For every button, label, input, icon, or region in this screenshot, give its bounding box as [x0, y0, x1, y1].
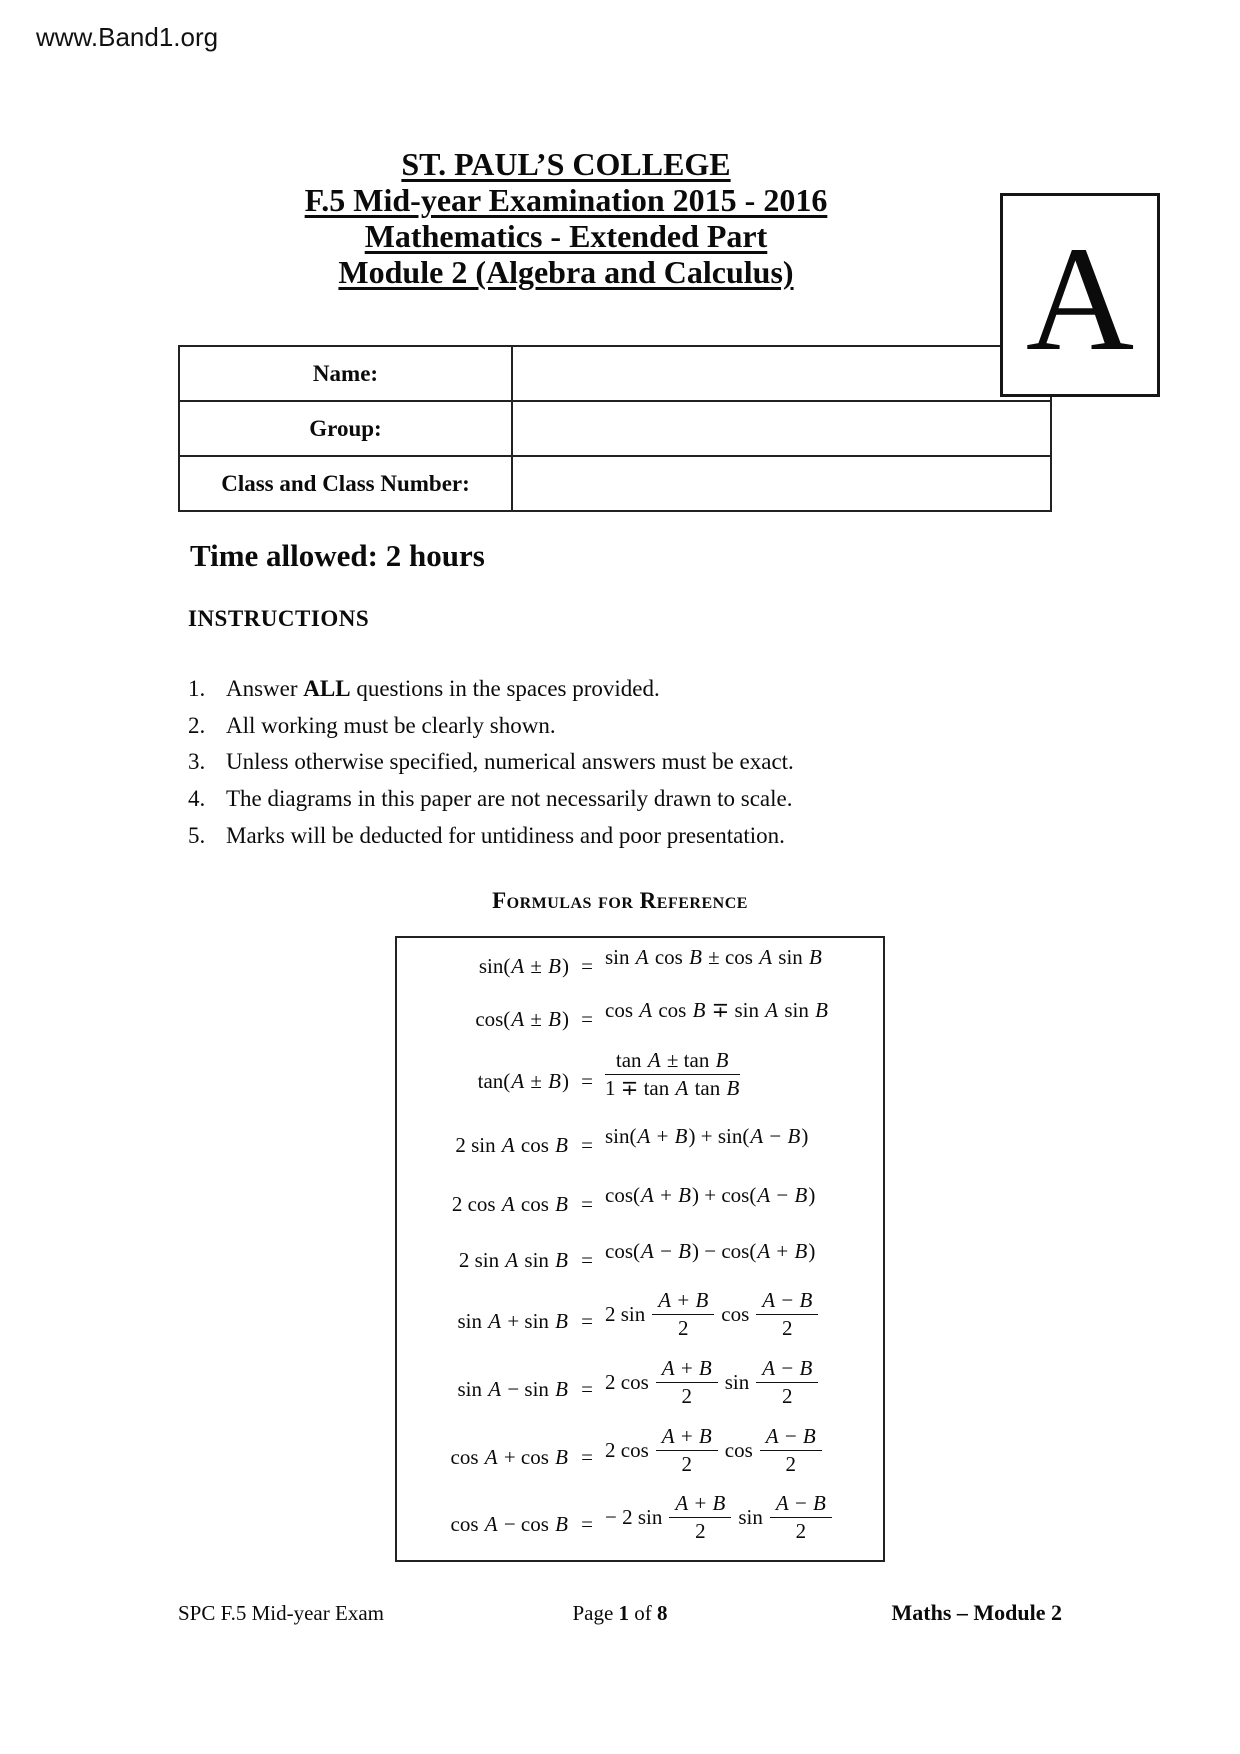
math-variable: B — [555, 1191, 568, 1216]
instruction-item — [188, 823, 908, 860]
math-variable: A — [501, 1191, 515, 1216]
formulas-heading: Formulas for Reference — [492, 888, 748, 913]
math-variable: A — [757, 1182, 771, 1207]
math-variable: A — [759, 944, 773, 969]
formula-fraction — [656, 1356, 718, 1407]
formula-rhs-text: cos — [724, 1437, 753, 1462]
math-variable: B — [555, 1247, 568, 1272]
math-variable: B — [698, 1356, 712, 1381]
math-variable: A — [511, 1068, 525, 1093]
instruction-item — [188, 713, 908, 750]
math-variable: A — [488, 1376, 502, 1401]
formula-lhs: sin(A ± B) — [478, 953, 569, 978]
math-variable: B — [555, 1444, 568, 1469]
formula-row — [397, 1048, 883, 1114]
formula-equals: = — [581, 1006, 593, 1031]
formula-fraction — [605, 1048, 740, 1099]
math-variable: B — [698, 1424, 712, 1449]
info-table-row — [180, 455, 1050, 510]
math-variable: B — [794, 1238, 808, 1263]
formula-lhs: 2 sin A sin B — [458, 1247, 568, 1272]
formula-lhs: cos(A ± B) — [475, 1006, 569, 1031]
formula-fraction — [760, 1424, 822, 1475]
title-block — [170, 146, 962, 290]
formula-fraction — [652, 1288, 714, 1339]
footer-page-total: 8 — [657, 1601, 668, 1625]
formula-equals: = — [581, 1511, 593, 1536]
formula-fraction — [756, 1288, 818, 1339]
instructions-heading: INSTRUCTIONS — [188, 606, 370, 631]
instruction-number: 1. — [188, 676, 206, 701]
math-variable: B — [799, 1356, 813, 1381]
math-variable: B — [794, 1182, 808, 1207]
formula-rhs-text: 2 sin — [605, 1301, 646, 1326]
math-variable: B — [678, 1238, 691, 1263]
fraction-denominator: 2 — [795, 1518, 807, 1543]
fraction-denominator: 2 — [681, 1451, 692, 1476]
formula-rhs-text: sin(A + B) + sin(A − B) — [605, 1123, 809, 1148]
formula-rhs-text: sin A cos B ± cos A sin B — [605, 944, 822, 969]
formula-rhs — [605, 1288, 883, 1339]
time-allowed-heading: Time allowed: 2 hours — [190, 538, 485, 573]
formula-lhs: sin A + sin B — [457, 1308, 568, 1333]
math-variable: B — [555, 1511, 568, 1536]
formula-rhs — [605, 1239, 883, 1264]
watermark-url: www.Band1.org — [36, 22, 219, 52]
instruction-text: Unless otherwise specified, numerical answers must be exact. — [226, 749, 794, 775]
formula-rhs-text: cos — [721, 1301, 750, 1326]
instruction-text: Marks will be deducted for untidiness and poor presentation. — [226, 822, 785, 848]
math-variable: B — [674, 1123, 688, 1148]
math-variable: A — [661, 1424, 675, 1449]
formula-equals: = — [581, 1444, 593, 1469]
math-variable: B — [555, 1308, 568, 1333]
formula-equals: = — [581, 953, 593, 978]
title-exam-name: F.5 Mid-year Examination 2015 - 2016 — [304, 182, 828, 218]
math-variable: A — [641, 1182, 654, 1207]
formula-lhs: cos A + cos B — [450, 1444, 568, 1469]
formula-rhs — [605, 945, 883, 970]
info-table-blank-cell — [513, 347, 1050, 400]
formula-fraction — [656, 1424, 718, 1475]
math-variable: A — [762, 1288, 776, 1313]
fraction-numerator: A + B — [656, 1356, 718, 1382]
title-subject: Mathematics - Extended Part — [364, 218, 768, 254]
formula-row — [397, 1490, 883, 1558]
footer-page-number — [478, 1601, 762, 1626]
formula-rhs-text: sin — [738, 1504, 763, 1529]
fraction-numerator: A − B — [760, 1424, 822, 1450]
formula-equals: = — [581, 1308, 593, 1333]
math-variable: B — [548, 1068, 561, 1093]
math-variable: A — [675, 1491, 689, 1516]
paper-version-box — [1000, 193, 1160, 397]
formula-equals: = — [581, 1191, 593, 1216]
fraction-denominator: 2 — [782, 1315, 793, 1340]
math-variable: A — [675, 1075, 689, 1100]
footer-page-current: 1 — [618, 1601, 630, 1625]
formula-rhs-text: 2 cos — [605, 1437, 649, 1462]
math-variable: A — [635, 944, 649, 969]
instruction-text: The diagrams in this paper are not necessarily drawn to scale. — [226, 786, 793, 812]
math-variable: B — [689, 944, 702, 969]
formula-row — [397, 1232, 883, 1288]
formula-rhs — [605, 1424, 883, 1475]
formula-rhs-text: cos A cos B ∓ sin A sin B — [605, 997, 828, 1022]
instructions-list — [188, 676, 908, 859]
formula-rhs-text: 2 cos — [605, 1369, 649, 1394]
info-table-row — [180, 400, 1050, 455]
math-variable: A — [765, 997, 779, 1022]
info-table-label: Class and Class Number: — [180, 457, 513, 510]
fraction-denominator: 2 — [681, 1383, 692, 1408]
math-variable: B — [692, 997, 706, 1022]
formula-lhs: 2 sin A cos B — [455, 1132, 568, 1157]
instruction-bold-text: ALL — [303, 676, 351, 701]
footer-exam-name: SPC F.5 Mid-year Exam — [178, 1601, 384, 1625]
info-table-blank-cell — [513, 457, 1050, 510]
math-variable: B — [712, 1491, 726, 1516]
fraction-denominator: 1 ∓ tan A tan B — [605, 1075, 740, 1100]
math-variable: A — [501, 1132, 515, 1157]
formula-equals: = — [581, 1068, 593, 1093]
math-variable: A — [641, 1238, 654, 1263]
instruction-number: 4. — [188, 786, 206, 812]
footer — [178, 1600, 1062, 1626]
formula-row — [397, 1354, 883, 1424]
math-variable: A — [762, 1356, 776, 1381]
formula-lhs: cos A − cos B — [450, 1511, 568, 1536]
formula-lhs: sin A − sin B — [457, 1376, 568, 1401]
instruction-item — [188, 786, 908, 823]
footer-page-of: of — [629, 1601, 658, 1625]
formula-row — [397, 1114, 883, 1176]
formula-row — [397, 990, 883, 1048]
math-variable: A — [639, 997, 653, 1022]
info-table — [178, 345, 1052, 512]
formula-rhs-text: cos(A − B) − cos(A + B) — [605, 1238, 816, 1263]
fraction-denominator: 2 — [782, 1383, 793, 1408]
footer-page-label: Page — [572, 1601, 619, 1625]
formula-equals: = — [581, 1132, 593, 1157]
formula-row — [397, 1176, 883, 1232]
instruction-item — [188, 676, 908, 713]
fraction-denominator: 2 — [678, 1315, 689, 1340]
math-variable: B — [809, 944, 822, 969]
math-variable: B — [695, 1288, 709, 1313]
info-table-row — [180, 347, 1050, 400]
math-variable: B — [555, 1376, 568, 1401]
instruction-text: Answer ALL questions in the spaces provided. — [226, 676, 660, 701]
math-variable: A — [637, 1123, 651, 1148]
math-variable: B — [813, 1491, 826, 1516]
fraction-denominator: 2 — [785, 1451, 796, 1476]
formula-rhs — [605, 1048, 883, 1099]
math-variable: A — [647, 1048, 661, 1073]
formula-row — [397, 1288, 883, 1354]
math-variable: A — [484, 1511, 498, 1536]
formula-rhs-text: − 2 sin — [605, 1504, 663, 1529]
math-variable: A — [484, 1444, 498, 1469]
formula-lhs: tan(A ± B) — [477, 1068, 569, 1093]
info-table-label: Name: — [180, 347, 513, 400]
fraction-numerator: A + B — [656, 1424, 718, 1450]
formula-rhs-text: cos(A + B) + cos(A − B) — [605, 1182, 816, 1207]
math-variable: B — [678, 1182, 691, 1207]
formula-equals: = — [581, 1376, 593, 1401]
formula-fraction — [770, 1491, 832, 1542]
math-variable: A — [775, 1491, 789, 1516]
title-module: Module 2 (Algebra and Calculus) — [338, 254, 794, 290]
math-variable: B — [802, 1424, 816, 1449]
instruction-number: 5. — [188, 822, 206, 848]
paper-version-letter: A — [1025, 216, 1135, 382]
math-variable: A — [511, 953, 525, 978]
math-variable: B — [799, 1288, 813, 1313]
math-variable: B — [548, 953, 561, 978]
math-variable: A — [511, 1006, 525, 1031]
formula-row — [397, 1424, 883, 1490]
formula-fraction — [669, 1491, 731, 1542]
formula-rhs — [605, 1491, 883, 1542]
math-variable: A — [750, 1123, 764, 1148]
fraction-numerator: A + B — [652, 1288, 714, 1314]
math-variable: A — [488, 1308, 502, 1333]
instruction-number: 2. — [188, 712, 206, 738]
formula-rhs — [605, 1183, 883, 1208]
math-variable: B — [726, 1075, 740, 1100]
formula-equals: = — [581, 1247, 593, 1272]
math-variable: B — [787, 1123, 801, 1148]
formula-rhs — [605, 1124, 883, 1149]
formula-rhs — [605, 998, 883, 1023]
formula-row — [397, 942, 883, 990]
instruction-text: All working must be clearly shown. — [226, 712, 556, 738]
math-variable: B — [555, 1132, 568, 1157]
info-table-blank-cell — [513, 402, 1050, 455]
instruction-number: 3. — [188, 749, 206, 775]
fraction-numerator: A − B — [770, 1491, 832, 1517]
title-school-name: ST. PAUL’S COLLEGE — [401, 146, 731, 182]
math-variable: A — [661, 1356, 675, 1381]
formula-box — [395, 936, 885, 1562]
fraction-numerator: A + B — [669, 1491, 731, 1517]
math-variable: B — [815, 997, 828, 1022]
formula-rhs-text: sin — [724, 1369, 750, 1394]
formula-rhs — [605, 1356, 883, 1407]
math-variable: B — [548, 1006, 561, 1031]
instruction-item — [188, 749, 908, 786]
math-variable: A — [505, 1247, 519, 1272]
info-table-label: Group: — [180, 402, 513, 455]
math-variable: A — [765, 1424, 779, 1449]
fraction-numerator: A − B — [756, 1356, 818, 1382]
formula-lhs: 2 cos A cos B — [451, 1191, 568, 1216]
math-variable: A — [658, 1288, 672, 1313]
fraction-denominator: 2 — [695, 1518, 706, 1543]
math-variable: A — [757, 1238, 771, 1263]
math-variable: B — [715, 1048, 729, 1073]
fraction-numerator: tan A ± tan B — [605, 1048, 740, 1074]
footer-subject-name: Maths – Module 2 — [891, 1600, 1062, 1625]
formula-fraction — [756, 1356, 818, 1407]
fraction-numerator: A − B — [756, 1288, 818, 1314]
